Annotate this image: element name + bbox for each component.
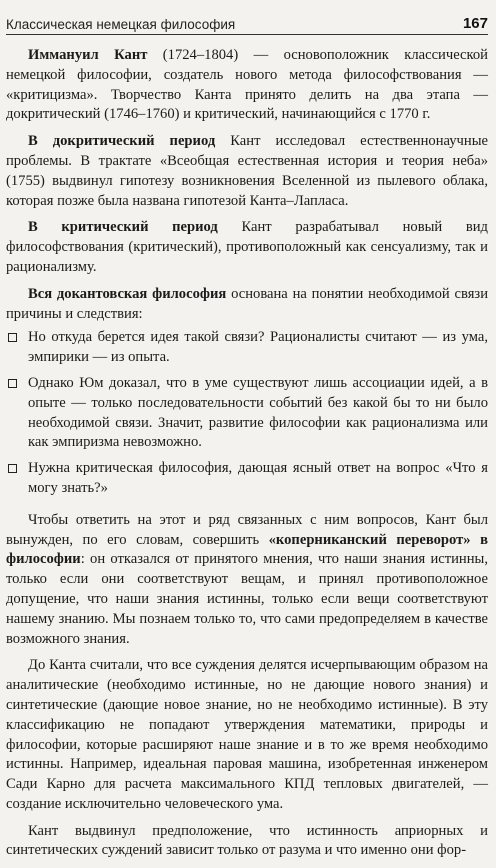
kant-intro-text: (1724–1804) — основоположник классической немецкой философии, создатель нового метода философствования — «критицизма». Творчество Канта принято делить на два этапа — докритический (1746–1760) и критический, начинающийся с 1770 г. <box>6 47 488 123</box>
list-item <box>6 374 488 453</box>
list-item-text: Но откуда берется идея такой связи? Рационалисты считают — из ума, эмпирики — из опыта. <box>28 329 488 366</box>
header-title: Классическая немецкая философия <box>6 17 236 32</box>
list-item-text: Однако Юм доказал, что в уме существуют лишь ассоциации идей, а в опыте — только последовательности событий без какой бы то ни было необходимой связи. Значит, развитие философии как рационализма или как эмпиризма невозможно. <box>28 374 488 451</box>
paragraph-kant-intro <box>6 46 488 125</box>
paragraph-judgments <box>6 656 488 814</box>
checkbox-square-icon <box>8 379 17 388</box>
kant-name: Иммануил Кант <box>28 47 148 63</box>
checkbox-square-icon <box>8 333 17 342</box>
precritical-text: Кант исследовал естественнонаучные проблемы. В трактате «Всеобщая естественная история и теория неба» (1755) выдвинул гипотезу возникновения Вселенной из пылевого облака, которая позже была названа гипотезой Канта–Лапласа. <box>6 133 488 209</box>
paragraph-critical <box>6 218 488 277</box>
copernican-before: Чтобы ответить на этот и ряд связанных с ним вопросов, Кант был вынужден, по его словам, совершить <box>6 511 488 548</box>
a-priori-text: Кант выдвинул предположение, что истинность априорных и синтетических суждений зависит только от разума и что именно они фор- <box>6 822 488 859</box>
precritical-term: В докритический период <box>28 133 216 150</box>
paragraph-copernican <box>6 511 488 650</box>
critical-term: В критический период <box>28 219 218 236</box>
judgments-text: До Канта считали, что все суждения делятся исчерпывающим образом на аналитические (необходимо истинные, но не дающие нового знания) и синтетические (дающие новое знание, но не необходимо истинные). В эту классификацию не попадают утверждения математики, природы и философии, которые расширяют наше знание и в то же время необходимо истинны. Например, идеальная паровая машина, изобретенная инженером Сади Карно для расчета максимального КПД тепловых двигателей, — создание исключительно человеческого ума. <box>6 657 488 812</box>
prekantian-term: Вся докантовская философия <box>28 285 227 302</box>
checkbox-square-icon <box>8 464 17 473</box>
copernican-term: «коперниканский переворот» в философии <box>6 531 488 568</box>
page-number: 167 <box>462 15 488 32</box>
critical-text: Кант разрабатывал новый вид философствования (критический), противоположный как сенсуализму, так и рационализму. <box>6 219 488 275</box>
copernican-after: : он отказался от принятого мнения, что наши знания истинны, только если они соответствуют вещам, и принял противоположное допущение, что наши знания истинны, только если вещи соответствуют нашему знанию. Мы познаем только то, что сами предопределяем в качестве возможного знания. <box>6 551 488 647</box>
list-item-text: Нужна критическая философия, дающая ясный ответ на вопрос «Что я могу знать?» <box>28 460 488 496</box>
prekantian-text: основана на понятии необходимой связи причины и следствия: <box>6 285 489 322</box>
body-text <box>6 46 488 868</box>
running-header <box>6 10 488 35</box>
paragraph-precritical <box>6 132 488 211</box>
paragraph-a-priori <box>6 822 488 862</box>
causality-list <box>6 328 488 498</box>
paragraph-prekantian <box>6 285 488 325</box>
list-item <box>6 459 488 499</box>
list-item <box>6 328 488 368</box>
